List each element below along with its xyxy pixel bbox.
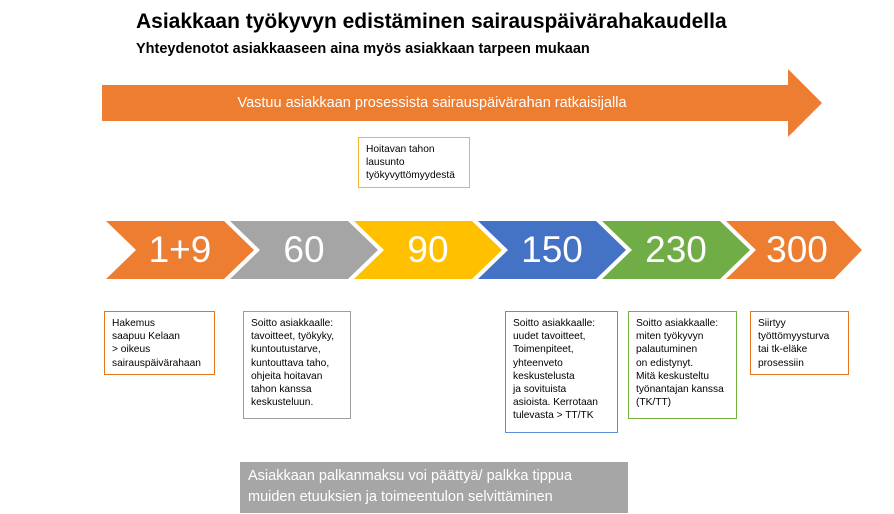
responsibility-arrow-label: Vastuu asiakkaan prosessista sairauspäivärahan ratkaisijalla xyxy=(237,95,627,111)
note-line: Siirtyy xyxy=(758,318,786,329)
note-line: > oikeus xyxy=(112,344,151,356)
note-line: prosessiin xyxy=(758,357,804,369)
note-line: tahon kanssa xyxy=(251,384,312,396)
note-line: yhteenveto xyxy=(513,357,563,369)
note-line: sairauspäivärahaan xyxy=(112,357,201,369)
note-day-300 xyxy=(750,311,849,375)
statement-note-line: Hoitavan tahon xyxy=(366,144,435,155)
note-day-150 xyxy=(505,311,618,433)
note-line: Soitto asiakkaalle: xyxy=(251,318,334,329)
note-line: Soitto asiakkaalle: xyxy=(513,318,596,329)
note-day-60 xyxy=(243,311,351,419)
note-line: keskusteluun. xyxy=(251,397,314,409)
note-line: (TK/TT) xyxy=(636,397,672,409)
step-label-90: 90 xyxy=(407,229,449,270)
note-line: tavoitteet, työkyky, xyxy=(251,331,335,343)
salary-note-line: muiden etuuksien ja toimeentulon selvittäminen xyxy=(248,489,553,505)
note-line: palautuminen xyxy=(636,344,698,356)
note-line: Mitä keskusteltu xyxy=(636,370,710,382)
note-line: Toimenpiteet, xyxy=(513,344,574,356)
note-line: miten työkyvyn xyxy=(636,331,704,343)
note-line: työttömyysturva xyxy=(758,331,830,343)
step-label-60: 60 xyxy=(283,229,325,270)
note-line: ohjeita hoitavan xyxy=(251,370,323,382)
statement-note-line: työkyvyttömyydestä xyxy=(366,170,455,182)
salary-note-box xyxy=(240,462,628,513)
note-line: tulevasta > TT/TK xyxy=(513,410,594,422)
note-line: kuntoutustarve, xyxy=(251,344,321,356)
step-label-230: 230 xyxy=(645,229,707,270)
note-line: uudet tavoitteet, xyxy=(513,331,586,343)
note-line: ja sovituista xyxy=(513,384,567,396)
note-line: kuntouttava taho, xyxy=(251,357,330,369)
diagram-title: Asiakkaan työkyvyn edistäminen sairauspäivärahakaudella xyxy=(136,10,727,33)
note-day-230 xyxy=(628,311,737,419)
note-line: tai tk-eläke xyxy=(758,344,808,356)
note-application xyxy=(104,311,215,375)
note-line: työnantajan kanssa xyxy=(636,384,724,396)
note-line: saapuu Kelaan xyxy=(112,331,180,343)
salary-note-line: Asiakkaan palkanmaksu voi päättyä/ palkka tippua xyxy=(248,468,573,484)
note-line: Soitto asiakkaalle: xyxy=(636,318,719,329)
note-line: on edistynyt. xyxy=(636,357,694,369)
note-line: keskustelusta xyxy=(513,370,575,382)
statement-note-line: lausunto xyxy=(366,157,405,169)
diagram-subtitle: Yhteydenotot asiakkaaseen aina myös asiakkaan tarpeen mukaan xyxy=(136,41,590,57)
step-label-1-9: 1+9 xyxy=(148,229,212,270)
note-line: asioista. Kerrotaan xyxy=(513,397,598,409)
note-line: Hakemus xyxy=(112,318,156,329)
step-label-150: 150 xyxy=(521,229,583,270)
step-label-300: 300 xyxy=(766,229,828,270)
